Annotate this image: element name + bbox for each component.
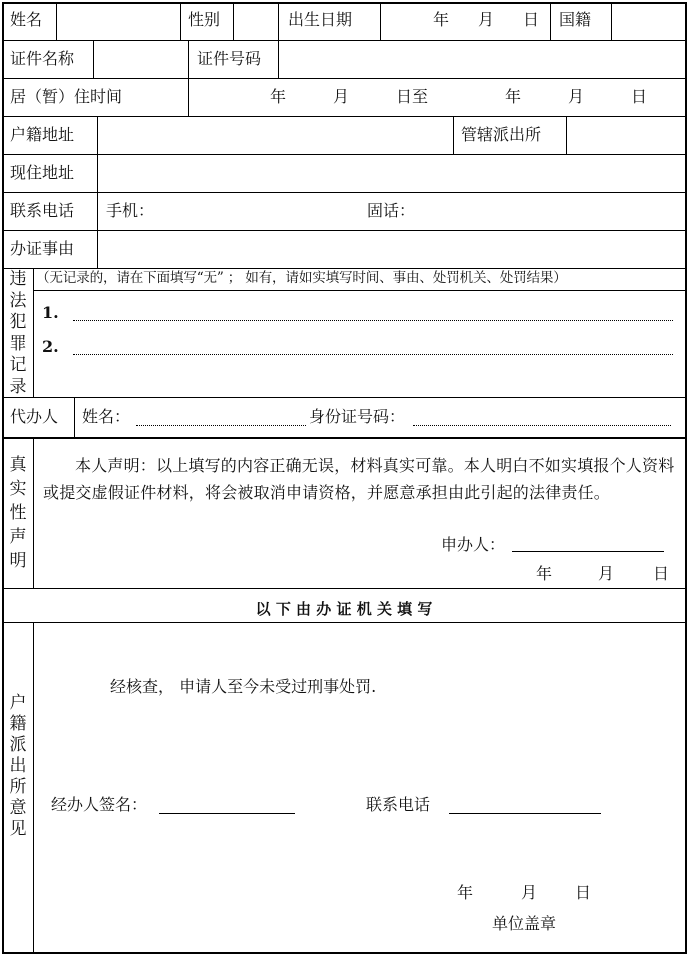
current-address-field[interactable]	[101, 158, 681, 188]
col-divider	[33, 437, 34, 588]
col-divider	[278, 40, 279, 78]
row-divider	[2, 397, 686, 398]
police-station-field[interactable]	[570, 120, 681, 150]
record-item-1-line[interactable]	[73, 320, 673, 321]
matter-label: 办证事由	[10, 239, 75, 258]
gender-field[interactable]	[237, 6, 275, 36]
row-divider	[2, 230, 686, 231]
col-divider	[74, 397, 75, 437]
record-item-1-number: 1.	[42, 303, 59, 322]
residence-time-label: 居（暂）住时间	[10, 87, 123, 106]
nationality-field[interactable]	[615, 6, 681, 36]
contact-phone-label: 联系电话	[366, 795, 431, 814]
col-divider	[611, 2, 612, 40]
row-divider	[2, 588, 686, 589]
row-divider	[2, 78, 686, 79]
row-divider	[2, 268, 686, 269]
household-address-label: 户籍地址	[10, 125, 75, 144]
declaration-month-unit: 月	[598, 564, 615, 583]
col-divider	[188, 40, 189, 78]
nationality-label: 国籍	[559, 10, 592, 29]
col-divider	[550, 2, 551, 40]
phone-label: 联系电话	[10, 201, 75, 220]
col-divider	[180, 2, 181, 40]
table-border-left	[2, 2, 4, 953]
row-divider	[2, 437, 686, 439]
col-divider	[380, 2, 381, 40]
col-divider	[56, 2, 57, 40]
police-station-label: 管辖派出所	[461, 125, 542, 144]
col-divider	[453, 116, 454, 154]
agent-name-line[interactable]	[136, 425, 306, 426]
declaration-year-unit: 年	[536, 564, 553, 583]
record-item-2-number: 2.	[42, 337, 59, 356]
id-number-field[interactable]	[282, 44, 681, 74]
row-divider	[2, 40, 686, 41]
applicant-sign-line[interactable]	[512, 551, 664, 552]
to-year-unit: 年	[505, 87, 522, 106]
office-section-title: 以 下 由 办 证 机 关 填 写	[255, 600, 433, 618]
row-divider	[33, 290, 686, 291]
record-item-2-line[interactable]	[73, 354, 673, 355]
household-address-field[interactable]	[101, 120, 449, 150]
agent-id-line[interactable]	[413, 425, 671, 426]
table-border-right	[685, 2, 687, 953]
id-number-label: 证件号码	[197, 49, 262, 68]
mobile-label: 手机：	[106, 201, 155, 220]
agent-label: 代办人	[10, 407, 59, 426]
to-month-unit: 月	[568, 87, 585, 106]
col-divider	[33, 622, 34, 952]
from-year-unit: 年	[270, 87, 287, 106]
id-type-label: 证件名称	[10, 49, 75, 68]
from-day-to-unit: 日至	[396, 87, 429, 106]
from-month-unit: 月	[333, 87, 350, 106]
agent-name-label: 姓名：	[82, 407, 131, 426]
col-divider	[97, 192, 98, 230]
opinion-text: 经核查， 申请人至今未受过刑事处罚.	[110, 677, 377, 696]
name-field[interactable]	[60, 6, 176, 36]
landline-label: 固话：	[367, 201, 416, 220]
row-divider	[2, 116, 686, 117]
birth-date-field[interactable]	[384, 6, 546, 36]
declaration-label: 真实性声明	[9, 455, 27, 571]
current-address-label: 现住地址	[10, 163, 75, 182]
col-divider	[97, 116, 98, 154]
col-divider	[93, 40, 94, 78]
police-opinion-label: 户籍派出所意见	[9, 693, 27, 839]
col-divider	[97, 154, 98, 192]
handler-sign-line[interactable]	[159, 813, 295, 814]
opinion-month-unit: 月	[521, 883, 538, 902]
col-divider	[188, 78, 189, 116]
birth-month-unit: 月	[478, 10, 495, 29]
col-divider	[278, 2, 279, 40]
contact-phone-line[interactable]	[449, 813, 601, 814]
mobile-field[interactable]	[150, 196, 360, 226]
birth-day-unit: 日	[523, 10, 540, 29]
opinion-day-unit: 日	[575, 883, 592, 902]
agent-id-label: 身份证号码：	[309, 407, 406, 426]
birth-year-unit: 年	[433, 10, 450, 29]
opinion-year-unit: 年	[457, 883, 474, 902]
gender-label: 性别	[188, 10, 221, 29]
birth-date-label: 出生日期	[288, 10, 353, 29]
criminal-record-instruction: （无记录的，请在下面填写“无” ； 如有，请如实填写时间、事由、处罚机关、处罚结果）	[36, 270, 567, 286]
row-divider	[2, 622, 686, 623]
declaration-day-unit: 日	[653, 564, 670, 583]
residence-time-field[interactable]	[192, 82, 681, 112]
unit-stamp-label: 单位盖章	[492, 914, 557, 933]
row-divider	[2, 192, 686, 193]
to-day-unit: 日	[631, 87, 648, 106]
row-divider	[2, 154, 686, 155]
applicant-label: 申办人：	[441, 535, 506, 554]
col-divider	[566, 116, 567, 154]
matter-field[interactable]	[101, 234, 681, 264]
criminal-record-label: 违法犯罪记录	[9, 269, 27, 397]
declaration-text: 本人声明：以上填写的内容正确无误，材料真实可靠。本人明白不如实填报个人资料或提交虚假证件材料，将会被取消申请资格，并愿意承担由此引起的法律责任。	[43, 456, 675, 502]
col-divider	[33, 268, 34, 397]
col-divider	[97, 230, 98, 268]
landline-field[interactable]	[413, 196, 681, 226]
col-divider	[233, 2, 234, 40]
table-border-top	[2, 2, 687, 4]
table-border-bottom	[2, 952, 687, 954]
handler-sign-label: 经办人签名：	[51, 795, 148, 814]
name-label: 姓名	[10, 10, 43, 29]
id-type-field[interactable]	[97, 44, 184, 74]
